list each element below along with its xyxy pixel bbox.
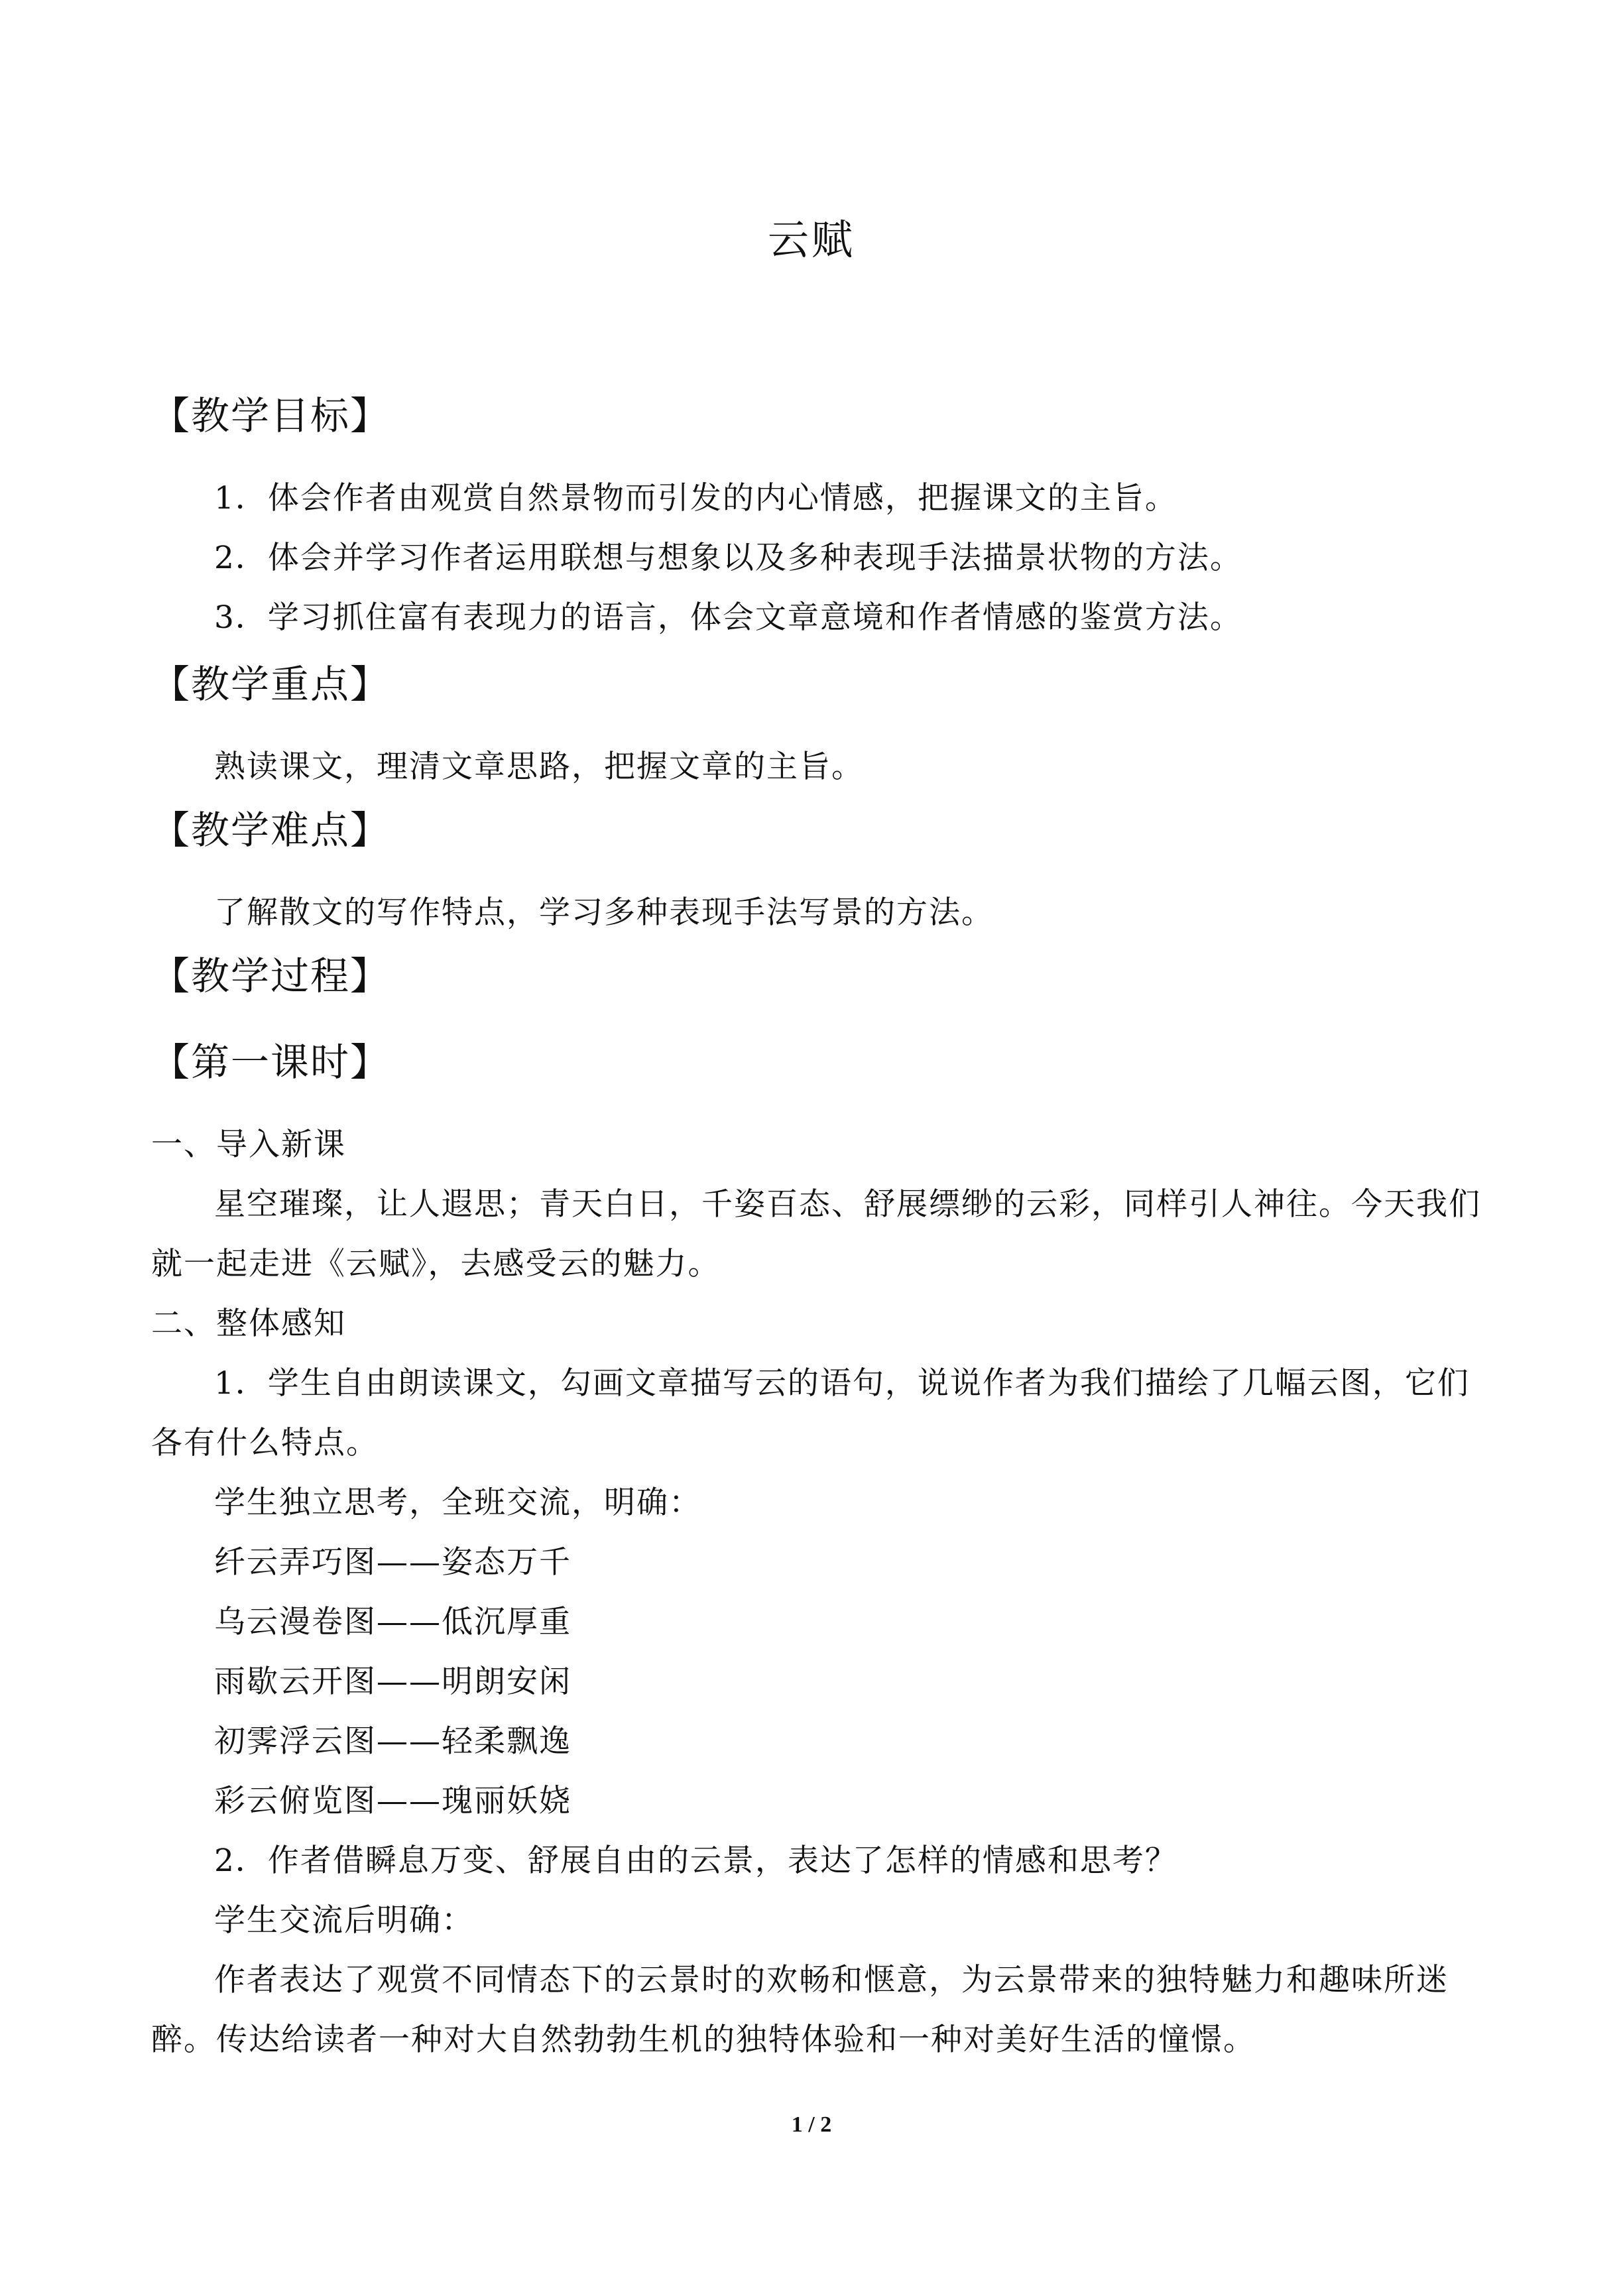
key-points-heading: 【教学重点】 bbox=[151, 662, 391, 707]
question-1-line1: 1．学生自由朗读课文，勾画文章描写云的语句，说说作者为我们描绘了几幅云图，它们 bbox=[214, 1365, 1470, 1402]
page-number: 1 / 2 bbox=[791, 2112, 832, 2137]
question-1-line2: 各有什么特点。 bbox=[151, 1425, 379, 1461]
objective-item-2: 2．体会并学习作者运用联想与想象以及多种表现手法描景状物的方法。 bbox=[214, 540, 1242, 576]
objective-item-1: 1．体会作者由观赏自然景物而引发的内心情感，把握课文的主旨。 bbox=[214, 480, 1177, 516]
intro-heading: 一、导入新课 bbox=[151, 1126, 346, 1163]
difficulties-text: 了解散文的写作特点，学习多种表现手法写景的方法。 bbox=[214, 894, 994, 931]
question-1-intro: 学生独立思考，全班交流，明确： bbox=[214, 1484, 701, 1521]
overview-heading: 二、整体感知 bbox=[151, 1305, 346, 1342]
question-2-answer-line1: 作者表达了观赏不同情态下的云景时的欢畅和惬意，为云景带来的独特魅力和趣味所迷 bbox=[214, 1962, 1449, 1998]
key-points-text: 熟读课文，理清文章思路，把握文章的主旨。 bbox=[214, 749, 864, 785]
objective-item-3: 3．学习抓住富有表现力的语言，体会文章意境和作者情感的鉴赏方法。 bbox=[214, 599, 1242, 636]
cloud-picture-item: 彩云俯览图——瑰丽妖娆 bbox=[214, 1783, 571, 1819]
question-2: 2．作者借瞬息万变、舒展自由的云景，表达了怎样的情感和思考？ bbox=[214, 1843, 1177, 1879]
intro-text-line1: 星空璀璨，让人遐思；青天白日，千姿百态、舒展缥缈的云彩，同样引人神往。今天我们 bbox=[214, 1186, 1481, 1223]
difficulties-heading: 【教学难点】 bbox=[151, 808, 391, 853]
question-2-answer-line2: 醉。传达给读者一种对大自然勃勃生机的独特体验和一种对美好生活的憧憬。 bbox=[151, 2022, 1256, 2058]
intro-text-line2: 就一起走进《云赋》，去感受云的魅力。 bbox=[151, 1246, 721, 1282]
cloud-picture-item: 初霁浮云图——轻柔飘逸 bbox=[214, 1723, 571, 1760]
question-2-intro: 学生交流后明确： bbox=[214, 1902, 474, 1939]
cloud-picture-item: 纤云弄巧图——姿态万千 bbox=[214, 1544, 571, 1581]
process-heading: 【教学过程】 bbox=[151, 953, 391, 998]
cloud-picture-item: 乌云漫卷图——低沉厚重 bbox=[214, 1604, 571, 1640]
lesson-one-heading: 【第一课时】 bbox=[151, 1040, 391, 1085]
document-title: 云赋 bbox=[767, 215, 855, 264]
objectives-heading: 【教学目标】 bbox=[151, 393, 391, 438]
cloud-picture-item: 雨歇云开图——明朗安闲 bbox=[214, 1663, 571, 1700]
